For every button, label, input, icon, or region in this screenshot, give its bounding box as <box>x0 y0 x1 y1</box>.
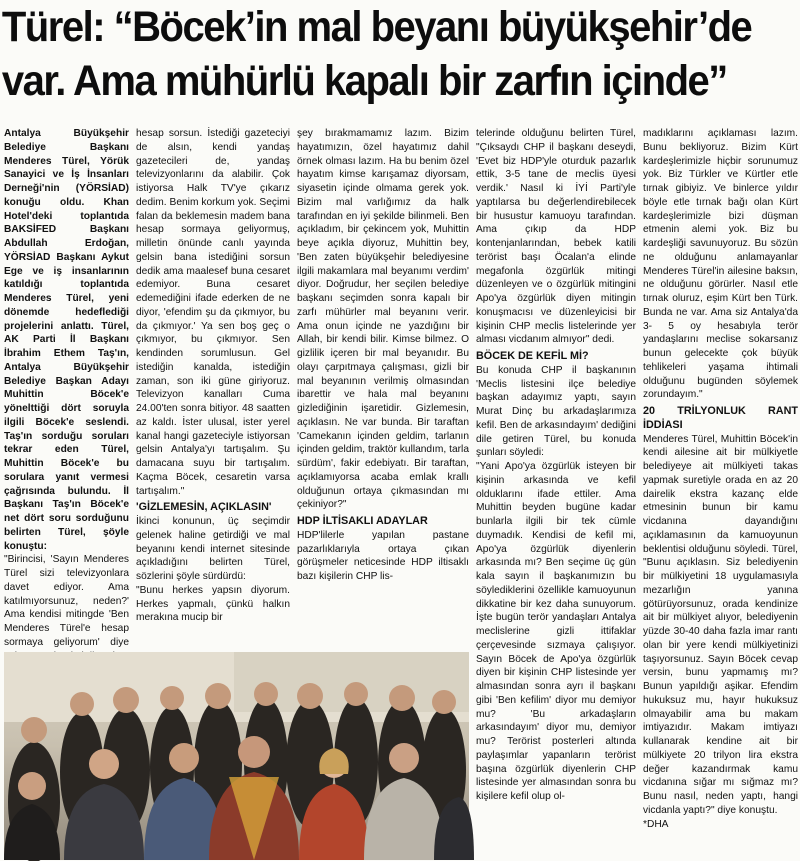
article-paragraph: şey bırakmamamız lazım. Bizim hayatımızın, özel hayatımız dahil örnek olması lazım. Ha bu benim özel hayatım kimse karışamaz diyorsam, siyasetin içinde olmama gerek yok. Bizim mal varlığımız da halk tarafından en iyi şekilde bilinmeli. Ben açıkladım, bir çekincem yok, Muhittin beye açıkla diyoruz, Muhittin bey, 'Ben zaten büyükşehir belediyesine ilgili makamlara mal beyanımı verdim' diyor. Doğrudur, her seçilen belediye başkanı seçimden sonra kapalı bir zarfı mühürler mal beyanını verir. Ama onun içinde ne yazdığını bir Allah, bir kendi bilir. Kimse bilmez. O gizlilik içeren bir mal beyanıdır. Bu olayı çarpıtmaya çalışması, gizli bir mal beyanının verilmiş olmasından ibarettir ve hala mal beyanını gizlediğinin işaretidir. Gizlemesin, açıklasın. Ne var bunda. Bir taraftan 'Camekanın içinden geldim, tarlanın içinden geldim, traktör kullandım, tarla sürdüm', fakir edebiyatı. Bir taraftan, açıklamıyorsa acaba emlak krallı olduğunun ortaya çıkmasından mı çekiniyor?" <box>297 128 469 511</box>
article-paragraph: "Bunu herkes yapsın diyorum. Herkes yapmalı, çünkü halkın merakına mucip bir <box>136 584 290 624</box>
article-paragraph: "Yani Apo'ya özgürlük isteyen bir kişinin arkasında ve kefil olduklarını ifade ettiler. Ama Muhittin beyden bugüne kadar bunlarla ilgili bir tek cümle duymadık. Kendisi de kefil mi, Apo'ya özgürlük diyenlerin arkasında mı? Ben seçime üç gün kala sayın il başkanımızın bu söylediklerini özellikle kamuoyunun dikkatine bir kez daha sunuyorum. İşte bugün terör yandaşları Antalya meclislerine gizli ittifaklar çerçevesinde sızmaya çalışıyor. Sayın Böcek de Apo'ya özgürlük diyen bir kişinin CHP listesinde yer almasından sonra ayrı il başkanı gibi 'Ben kefilim' diyor mu demiyor mu? 'Bu arkadaşların arkasındayım' diyor mu, demiyor mu? Terörist posterleri altında paylaşımlar yapanların terörist başına özgürlük diyenlerin CHP listesinde yer almasından sonra bu kişilere kefil olup ol- <box>476 461 636 802</box>
subheading: 'GİZLEMESİN, AÇIKLASIN' <box>136 501 272 514</box>
article-column-5 <box>643 127 798 859</box>
headline <box>0 0 752 122</box>
article-paragraph: madıklarını açıklaması lazım. Bunu bekliyoruz. Bizim Kürt kardeşlerimizle hiçbir sorunumuz yok. Biz Türkler ve Kürtler etle tırnak gibiyiz. Ve binlerce yıldır böyle etle tırnak bağı olan Kürt kardeşlerimizle bizi düşman etmenin alemi yok. Biz bu kardeşliği savunuyoruz. Bu sözün ne olduğunu anlamayanlar Menderes Türel'in ailesine baksın, ne olduğunu görürler. Nasıl etle tırnak oluruz, eşim Kürt ben Türk. Bunda ne var. Ama siz Antalya'da 3- 5 oy hesabıyla terör yandaşlarını meclise sokarsanız bunun gelecekte çok büyük tehlikeleri yaşama ihtimali olduğunu bugünden söylemek zorundayım." <box>643 128 798 401</box>
subheading: BÖCEK DE KEFİL Mİ? <box>476 350 589 362</box>
article-paragraph: hesap sorsun. İstediği gazeteciyi de alsın, kendi yandaş gazetecileri de, yandaş televizyonlarını da alabilir. Çok istiyorsa Halk TV'ye çıkarız dedim. Benim korkum yok. Seçimi falan da beklemesin madem bana hesap sormaya geliyormuş, milletin önünde canlı yayında gelsin bana istediğini sorsun dedik ama maalesef buna cesaret edemiyor. Buna cesaret edemediğini ifade ederken de ne diyor, 'efendim şu da çıkmıyor, bu da çıkmıyor.' Ya sen boş geç o çıkmıyor, bu çıkmıyor. Sen kendinden sorumlusun. Gel istediğin kanalda, istediğin zaman, son iki güne giriyoruz. Televizyon kanalları Cuma 24.00'ten sonra bitiyor. 48 saatten az kaldı. İster ulusal, ister yerel kanal hangi gazeteciyle istiyorsan gelsin Antalya'yı tartışalım. Şu damacana suyu bir tartışalım. Kaçma Böcek, cesaretin varsa tartışalım." <box>136 128 290 497</box>
article-paragraph: Menderes Türel, Muhittin Böcek'in kendi ailesine ait bir mülkiyetle belediyeye ait mülkiyeti takas yapmak suretiyle orada en az 20 dairelik ekstra kazanç elde etmesinin bunun bir kamu vicdanına dayandığını açıklamasının da kamuoyunun beklentisi olduğunu söyledi. Türel, "Bunu açıklasın. Siz belediyenin bir mülkiyetini 18 uygulamasıyla mezarlığın yanına götürüyorsunuz, orada kendinize ait bir mülkiyet alıyor, belediyenin yüzde 30-40 daha fazla imar rantı olan bir yere kendi mülkiyetinizi taşıyorsunuz. Sayın Böcek cevap versin, bunu yapmamış mı? Bunun yapıldığı aşikar. Efendim hukuksuz mu, hayır hukuksuz olmayabilir ama bu makam imtiyazıdır. Makam imtiyazı kullanarak kendine ait bir mülkiyete 20 trilyon lira ekstra değer kazandırmak kamu vicdanına sığar mı sığmaz mı? Bunu nasıl, neden yaptı, hangi vicdanla yaptı?" diye konuştu. <box>643 433 798 816</box>
news-agency-credit: *DHA <box>643 818 669 830</box>
article-column-1 <box>4 127 129 647</box>
article-column-2 <box>136 127 290 647</box>
article-paragraph: "Birincisi, 'Sayın Menderes Türel sizi televizyonlara davet ediyor. Ama katılmıyorsunuz, neden?' Ama kendisi mitingde 'Ben Menderes Türel'e hesap sormaya geliyorum' diye <box>4 554 129 648</box>
article-paragraph: telerinde olduğunu belirten Türel, "Çıksaydı CHP il başkanı deseydi, 'Evet biz HDP'yle oturduk pazarlık ettik, 3-5 tane de meclis üyesi verdik.' Nasıl ki İYİ Parti'yle yaptılarsa bu değerlendirebilecek bir husustur kamuoyu tarafından. Ama çıkıp da HDP kontenjanlarından, bebek katili terörist başı Öcalan'a elinde megafonla özgürlük mitingi düzenleyen ve o özgürlük mitingini Apo'ya özgürlük diyen mitingin konuşmacısı ve düzenleyicisi bir kişinin CHP meclis listelerinde yer alması vicdanım almıyor" dedi. <box>476 128 636 346</box>
article-lead: Antalya Büyükşehir Belediye Başkanı Menderes Türel, Yörük Sanayici ve İş İnsanları Derneği'nin (YÖRSİAD) konuğu oldu. Khan Hotel'deki toplantıda BAKSİFED Başkanı Abdullah Erdoğan, YÖRSİAD Başkanı Aykut Ege ve iş insanlarının katıldığı toplantıda Menderes Türel, yeni dönemde hedeflediği projelerini anlattı. Türel, AK Parti İl Başkanı İbrahim Ethem Taş'ın, Antalya Büyükşehir Belediye Başkan Adayı Muhittin Böcek'e yönelttiği dört soruyla ilgili Böcek'e seslendi. Taş'ın sorduğu soruları tekrar eden Türel, Muhittin Böcek'e bu sorulara yanıt vermesi çağrısında bulundu. İl Başkanı Taş'ın Böcek'e net dört soru sorduğunu belirten Türel, şöyle konuştu: <box>4 128 129 552</box>
headline-line-2: var. Ama mühürlü kapalı bir zarfın içinde” <box>1 57 727 105</box>
article-column-4 <box>476 127 636 859</box>
subheading: HDP İLTİSAKLI ADAYLAR <box>297 515 428 527</box>
subheading: 20 TRİLYONLUK RANT İDDİASI <box>643 405 798 431</box>
article-column-3 <box>297 127 469 647</box>
headline-line-1: Türel: “Böcek’in mal beyanı büyükşehir’de <box>1 3 752 51</box>
article-paragraph: HDP'lilerle yapılan pastane pazarlıklarıyla ortaya çıkan görüşmeler neticesinde HDP iltisaklı bazı kişilerin CHP lis- <box>297 529 469 582</box>
group-photo-illustration <box>4 652 469 860</box>
article-paragraph: Bu konuda CHP il başkanının 'Meclis listesini ilçe belediye başkan adayımız yaptı, sayın Murat Dinç bu arkadaşlarımıza kefil. Ben de arkasındayım' dediğini dile getiren Türel, bu konuda şunları söyledi: <box>476 364 636 459</box>
group-photo <box>4 652 469 860</box>
article-paragraph: İkinci konunun, üç seçimdir gelenek haline getirdiği ve mal beyanını kendi internet sitesinde açıkladığını belirten Türel, sözlerini şöyle sürdürdü: <box>136 516 290 582</box>
